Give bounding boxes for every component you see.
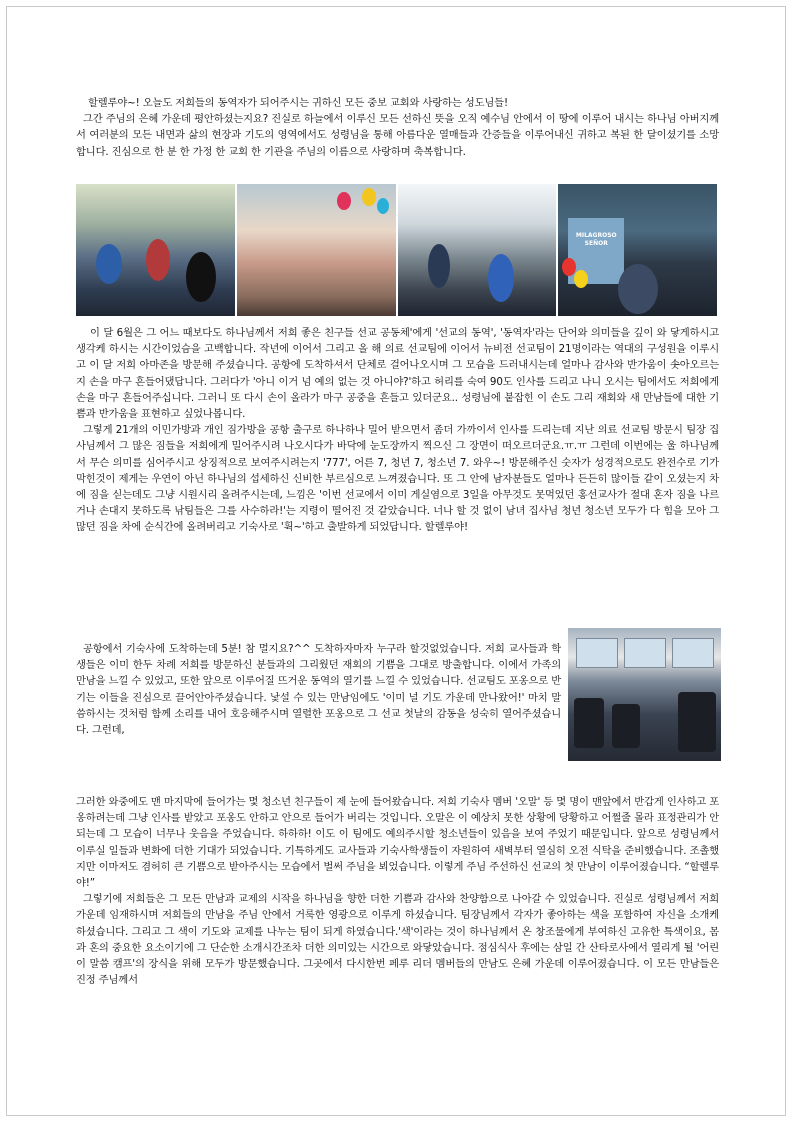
fellowship-paragraph: 그렇기에 저희들은 그 모든 만남과 교제의 시작을 하나님을 향한 더한 기쁨과 감사와 찬양함으로 나아갈 수 있었습니다. 진실로 성령님께서 저희 가운데 임재하시며 저희들의 만남을 주님 안에서 거룩한 영광으로 이루게 하셨습니다. 팀장님께서 각자가 좋아하는 색을 포함하여 자신을 소개케 하셨습니다. 그리고 그 색이 기도와 교제를 나누는 팀이 되게 하였습니다.'색'이라는 것이 하나님께서 온 창조물에게 부여하신 고유한 특색이요, 몸과 혼의 중요한 요소이기에 그 단순한 소개시간조차 더한 의미있는 시간으로 와닿았습니다. 점심식사 후에는 삼일 간 산타로사에서 열리게 될 '어린이 말씀 캠프'의 장식을 위해 모두가 방문했습니다. 그곳에서 다시한번 페루 리더 멤버들의 만남도 은혜 가운데 이루어졌습니다. 이 모든 만남들은 진정 주님께서 [76,893,719,987]
banner-text: MILAGROSO SEÑOR [568,218,624,284]
photo-airport-greeting [76,184,235,316]
arrival-paragraph: 공항에서 기숙사에 도착하는데 5분! 참 멀지요?^^ 도착하자마자 누구라 할것없었습니다. 저희 교사들과 학생들은 이미 한두 차례 저희를 방문하신 분들과의 그리웠던 재회의 기쁨을 그대로 방출합니다. 이에서 가족의 만남을 느낄 수 있었고, 또한 앞으로 이루어질 뜨거운 동역의 열기를 느낄 수 있었습니다. 선교팀도 포옹으로 반기는 이들을 진심으로 끌어안아주셨습니다. 낯설 수 있는 만남임에도 '이미 널 기도 가운데 만나왔어!' 마치 말씀하시는 것처럼 함께 소리를 내어 호응해주시며 열렬한 포옹으로 그 선교 첫날의 감동을 성숙히 열어주셨습니다. 그런데, [76,643,561,737]
greeting-paragraph: 할렐루야~! 오늘도 저희들의 동역자가 되어주시는 귀하신 모든 중보 교회와 사랑하는 성도님들! [88,97,508,109]
middle-text [76,325,719,536]
bottom-text [76,794,719,988]
june-paragraph: 이 달 6월은 그 어느 때보다도 하나님께서 저희 좋은 친구들 선교 공동체'에게 '선교의 동역', '동역자'라는 단어와 의미들을 깊이 와 닿게하시고 생각케 하시는 시간이었슴을 고백합니다. 작년에 이어서 그리고 올 해 의료 선교팀에 이어서 뉴비전 선교팀이 21명이라는 역대의 구성원을 이루시고 이 달 저희 아마존을 방문해 주셨습니다. 공항에 도착하셔서 단체로 걸어나오시며 그 모습을 드러내시는데 얼마나 감사와 반가움이 솟아오르는지 손을 마구 흔들어댔답니다. 그러다가 '아니 이거 넘 예의 없는 것 아니야?'하고 허리를 숙여 90도 인사를 드리고 나니 오시는 팀에서도 저희에게 손을 마구 흔들어주십니다. 그러니 또 다시 손이 올라가 마구 공중을 흔들고 있더군요.. 성령님에 붙잡힌 이 손도 그리 재회와 새 만남들에 대한 기쁨과 반가움을 표현하고 싶었나봅니다. [76,327,719,421]
youth-paragraph: 그러한 와중에도 맨 마지막에 들어가는 몇 청소년 친구들이 제 눈에 들어왔습니다. 저희 기숙사 멤버 '오말' 등 몇 명이 맨앞에서 반갑게 인사하고 포옹하려는데 그냥 인사를 받았고 포옹도 안하고 안으로 들어가 버리는 것입니다. 오말은 이 예상치 못한 상황에 당황하고 어쩔줄 몰라 표정관리가 안되는데 그 모습이 너무나 웃음을 주었습니다. 하하하! 이도 이 팀에도 예의주시할 청소년들이 있음을 보여 주었기 때문입니다. 앞으로 성령님께서 이루실 일들과 변화에 더한 기대가 되었습니다. 기특하게도 교사들과 기숙사학생들이 자원하여 새벽부터 열심히 오전 식탁을 준비했습니다. 조촐했지만 이마저도 겸허히 큰 기쁨으로 받아주시는 모습에서 벌써 주님을 뵈었습니다. 이렇게 주님 주선하신 선교의 첫 만남이 이루어졌습니다. “할렐루야!” [76,796,719,890]
photo-worship-service [558,184,717,316]
luggage-paragraph: 그렇게 21개의 이민가방과 개인 짐가방을 공항 출구로 하나하나 밀어 받으면서 좀더 가까이서 인사를 드리는데 지난 의료 선교팀 방문시 팀장 집사님께서 그 많은 짐들을 저희에게 밀어주시려 나오시다가 바닥에 눈도장까지 찍으신 그 장면이 떠오르더군요.ㅠ.ㅠ 그런데 이번에는 울 하나님께서 무슨 의미를 심어주시고 상징적으로 보여주시려는지 '777', 어른 7, 청년 7, 청소년 7. 와우~! 방문해주신 숫자가 성경적으로도 완전수로 기가 막힌것이 제게는 우연이 아닌 하나님의 섭세하신 신비한 부르심으로 느껴졌습니다. 또 그 안에 남자분들도 얼마나 든든히 많이들 같이 오셨는지 차에 짐을 싣는데도 그냥 시원시리 올려주시는데, 느낌은 '이번 선교에서 이미 게실염으로 3일을 아무것도 못먹었던 홍선교사가 절대 혼자 짐을 나르거나 손대지 못하도록 낚팀들은 그를 사수하라!'는 지령이 떨어진 것 같았습니다. 너나 할 것 없이 남녀 집사님 청년 청소년 모두가 다 힘을 모아 그 많던 짐을 차에 순식간에 올려버리고 기숙사로 '휙~'하고 출발하게 되었답니다. 할렐루야! [76,424,719,534]
inset-text [76,641,561,738]
photo-fellowship-meal [237,184,396,316]
intro-paragraph: 그간 주님의 은혜 가운데 평안하셨는지요? 진실로 하늘에서 이루신 모든 선하신 뜻을 오직 예수님 안에서 이 땅에 이루어 내시는 하나님 아버지께서 여러분의 모든 내면과 삶의 현장과 기도의 영역에서도 성령님을 통해 아름다운 열매들과 간증들을 이루어내신 귀하고 복된 한 달이셨기를 소망합니다. 진심으로 한 분 한 가정 한 교회 한 기관을 주님의 이름으로 사랑하며 축복합니다. [76,113,719,158]
photo-bus-ride [568,628,721,761]
photo-group-gathering [398,184,557,316]
intro-text [76,95,719,160]
photo-strip [76,184,717,316]
